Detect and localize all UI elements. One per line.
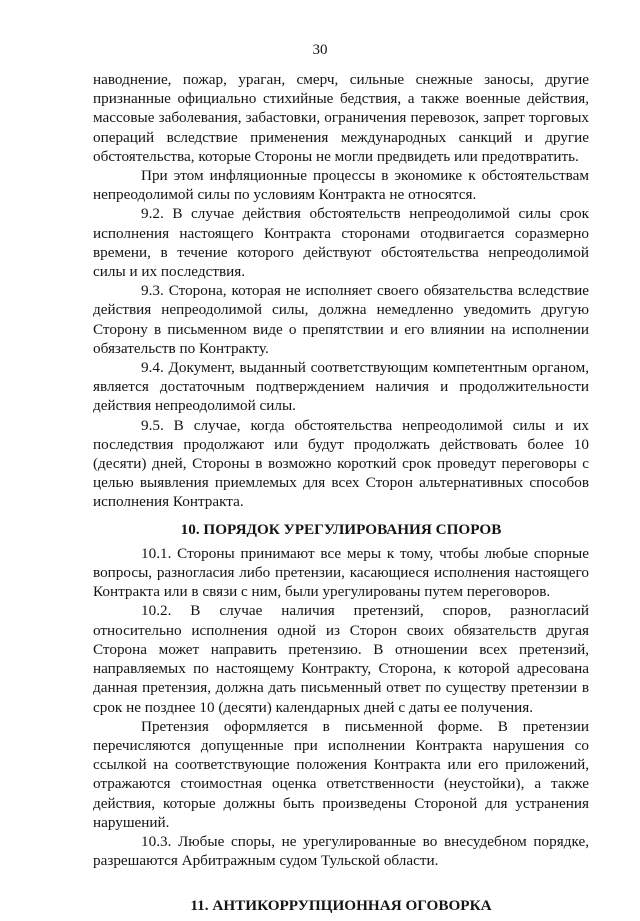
paragraph-9-5: 9.5. В случае, когда обстоятельства непреодолимой силы и их последствия продолжают или будут продолжать действовать более 10 (десяти) дней, Стороны в возможно короткий срок проведут переговоры с целью выявления приемлемых для всех Сторон альтернативных способов исполнения Контракта. xyxy=(93,416,589,511)
paragraph-claim-form: Претензия оформляется в письменной форме. В претензии перечисляются допущенные при исполнении Контракта нарушения со ссылкой на соответствующие положения Контракта или его приложений, отражаются стоимостная оценка ответственности (неустойки), а также действия, которые должны быть произведены Стороной для устранения нарушений. xyxy=(93,717,589,831)
section-11-heading: 11. АНТИКОРРУПЦИОННАЯ ОГОВОРКА xyxy=(190,897,492,915)
paragraph-10-3: 10.3. Любые споры, не урегулированные во внесудебном порядке, разрешаются Арбитражным судом Тульской области. xyxy=(93,832,589,870)
paragraph-9-3: 9.3. Сторона, которая не исполняет своего обязательства вследствие действия непреодолимой силы, должна немедленно уведомить другую Сторону в письменном виде о препятствии и его влиянии на исполнении обязательств по Контракту. xyxy=(93,282,589,357)
paragraph-9-4: 9.4. Документ, выданный соответствующим компетентным органом, является достаточным подтверждением наличия и продолжительности действия непреодолимой силы. xyxy=(93,359,589,415)
section-10-heading: 10. ПОРЯДОК УРЕГУЛИРОВАНИЯ СПОРОВ xyxy=(180,520,502,538)
paragraph-10-1: 10.1. Стороны принимают все меры к тому, чтобы любые спорные вопросы, разногласия либо претензии, касающиеся исполнения настоящего Контракта или в связи с ним, были урегулированы путем переговоров. xyxy=(93,544,589,601)
paragraph-force-majeure-list: наводнение, пожар, ураган, смерч, сильные снежные заносы, другие признанные официально стихийные бедствия, а также военные действия, массовые заболевания, забастовки, ограничения перевозок, запрет торговых операций вследствие применения международных санкций и другие обстоятельства, которые Стороны не могли предвидеть или предотвратить. xyxy=(93,71,589,165)
page-number: 30 xyxy=(312,42,328,58)
paragraph-inflation: При этом инфляционные процессы в экономике к обстоятельствам непреодолимой силы по условиям Контракта не относятся. xyxy=(93,167,589,204)
paragraph-9-2: 9.2. В случае действия обстоятельств непреодолимой силы срок исполнения настоящего Контракта сторонами отодвигается соразмерно времени, в течение которого действуют обстоятельства непреодолимой силы и их последствия. xyxy=(93,205,589,281)
document-body xyxy=(93,70,589,921)
paragraph-10-2: 10.2. В случае наличия претензий, споров, разногласий относительно исполнения одной из Сторон своих обязательств другая Сторона может направить претензию. В отношении всех претензий, направляемых по настоящему Контракту, Сторона, к которой адресована данная претензия, должна дать письменный ответ по существу претензии в срок не позднее 10 (десяти) календарных дней с даты ее получения. xyxy=(93,602,589,716)
